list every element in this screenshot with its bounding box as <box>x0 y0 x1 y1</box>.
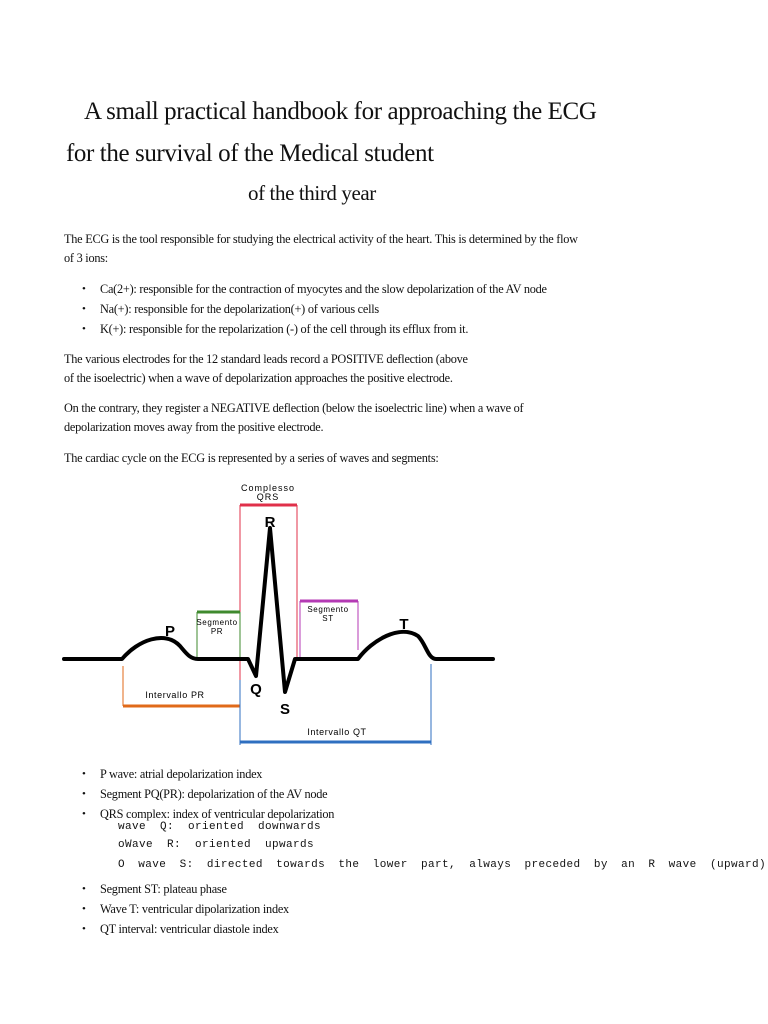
qrs-sub-s-word: towards <box>276 859 326 871</box>
qrs-sub-s <box>118 859 766 871</box>
bullet-dot: • <box>82 903 86 915</box>
qrs-label-1: Complesso <box>240 483 296 493</box>
intro-line-2: of 3 ions: <box>64 251 108 265</box>
interval-qt-label: Intervallo QT <box>307 727 367 737</box>
qrs-sub-s-word: part, <box>420 859 456 871</box>
segment-pr-label-2: PR <box>210 627 224 636</box>
electrodes-line-2: of the isoelectric) when a wave of depolarization approaches the positive electrode. <box>64 371 453 385</box>
qrs-sub-s-word: preceded <box>524 859 581 871</box>
electrodes-line-1: The various electrodes for the 12 standard leads record a POSITIVE deflection (above <box>64 352 468 366</box>
qrs-sub-s-word: wave <box>138 859 167 871</box>
wave-item-t: Wave T: ventricular dipolarization index <box>100 902 289 916</box>
qrs-sub-s-word: the <box>338 859 360 871</box>
wave-item-segment-pq: Segment PQ(PR): depolarization of the AV node <box>100 787 328 801</box>
qrs-sub-s-word: S: <box>179 859 194 871</box>
qrs-sub-s-word: (upward) <box>709 859 766 871</box>
title-line-3: of the third year <box>248 181 376 205</box>
interval-pr-label: Intervallo PR <box>145 690 205 700</box>
wave-item-segment-st: Segment ST: plateau phase <box>100 882 227 896</box>
ion-item-k: K(+): responsible for the repolarization (-) of the cell through its efflux from it. <box>100 322 469 336</box>
intro-line-1: The ECG is the tool responsible for studying the electrical activity of the heart. This is determined by the flow <box>64 232 578 246</box>
bullet-dot: • <box>82 788 86 800</box>
label-s: S <box>279 701 291 718</box>
label-r: R <box>264 514 276 531</box>
wave-item-qrs: QRS complex: index of ventricular depolarization <box>100 807 335 821</box>
bullet-dot: • <box>82 883 86 895</box>
qrs-sub-r: oWave R: oriented upwards <box>118 839 315 851</box>
label-p: P <box>164 623 176 640</box>
bullet-dot: • <box>82 283 86 295</box>
qrs-sub-s-word: lower <box>372 859 408 871</box>
bullet-dot: • <box>82 303 86 315</box>
label-t: T <box>399 616 409 633</box>
label-q: Q <box>250 681 262 698</box>
qrs-sub-s-word: directed <box>206 859 263 871</box>
qrs-sub-s-word: R <box>648 859 656 871</box>
wave-item-p: P wave: atrial depolarization index <box>100 767 263 781</box>
bullet-dot: • <box>82 323 86 335</box>
qrs-sub-s-word: an <box>621 859 636 871</box>
title-line-2: for the survival of the Medical student <box>66 140 434 167</box>
segment-st-label-1: Segmento <box>307 605 349 614</box>
bullet-dot: • <box>82 923 86 935</box>
qrs-sub-s-word: always <box>469 859 512 871</box>
ecg-trace <box>64 528 493 692</box>
qrs-sub-s-word: by <box>593 859 608 871</box>
negative-line-2: depolarization moves away from the positive electrode. <box>64 420 324 434</box>
qrs-label-2: QRS <box>256 492 280 502</box>
qrs-sub-q: wave Q: oriented downwards <box>118 821 322 833</box>
bullet-dot: • <box>82 768 86 780</box>
title-line-1: A small practical handbook for approaching the ECG <box>84 98 597 125</box>
wave-item-qt: QT interval: ventricular diastole index <box>100 922 279 936</box>
ion-item-na: Na(+): responsible for the depolarization(+) of various cells <box>100 302 379 316</box>
cycle-intro: The cardiac cycle on the ECG is represented by a series of waves and segments: <box>64 451 439 465</box>
segment-st-label-2: ST <box>322 614 334 623</box>
bullet-dot: • <box>82 808 86 820</box>
negative-line-1: On the contrary, they register a NEGATIVE deflection (below the isoelectric line) when a wave of <box>64 401 524 415</box>
qrs-sub-s-word: O <box>118 859 126 871</box>
ion-item-ca: Ca(2+): responsible for the contraction of myocytes and the slow depolarization of the AV node <box>100 282 547 296</box>
segment-pr-label-1: Segmento <box>196 618 238 627</box>
qrs-sub-s-word: wave <box>668 859 697 871</box>
